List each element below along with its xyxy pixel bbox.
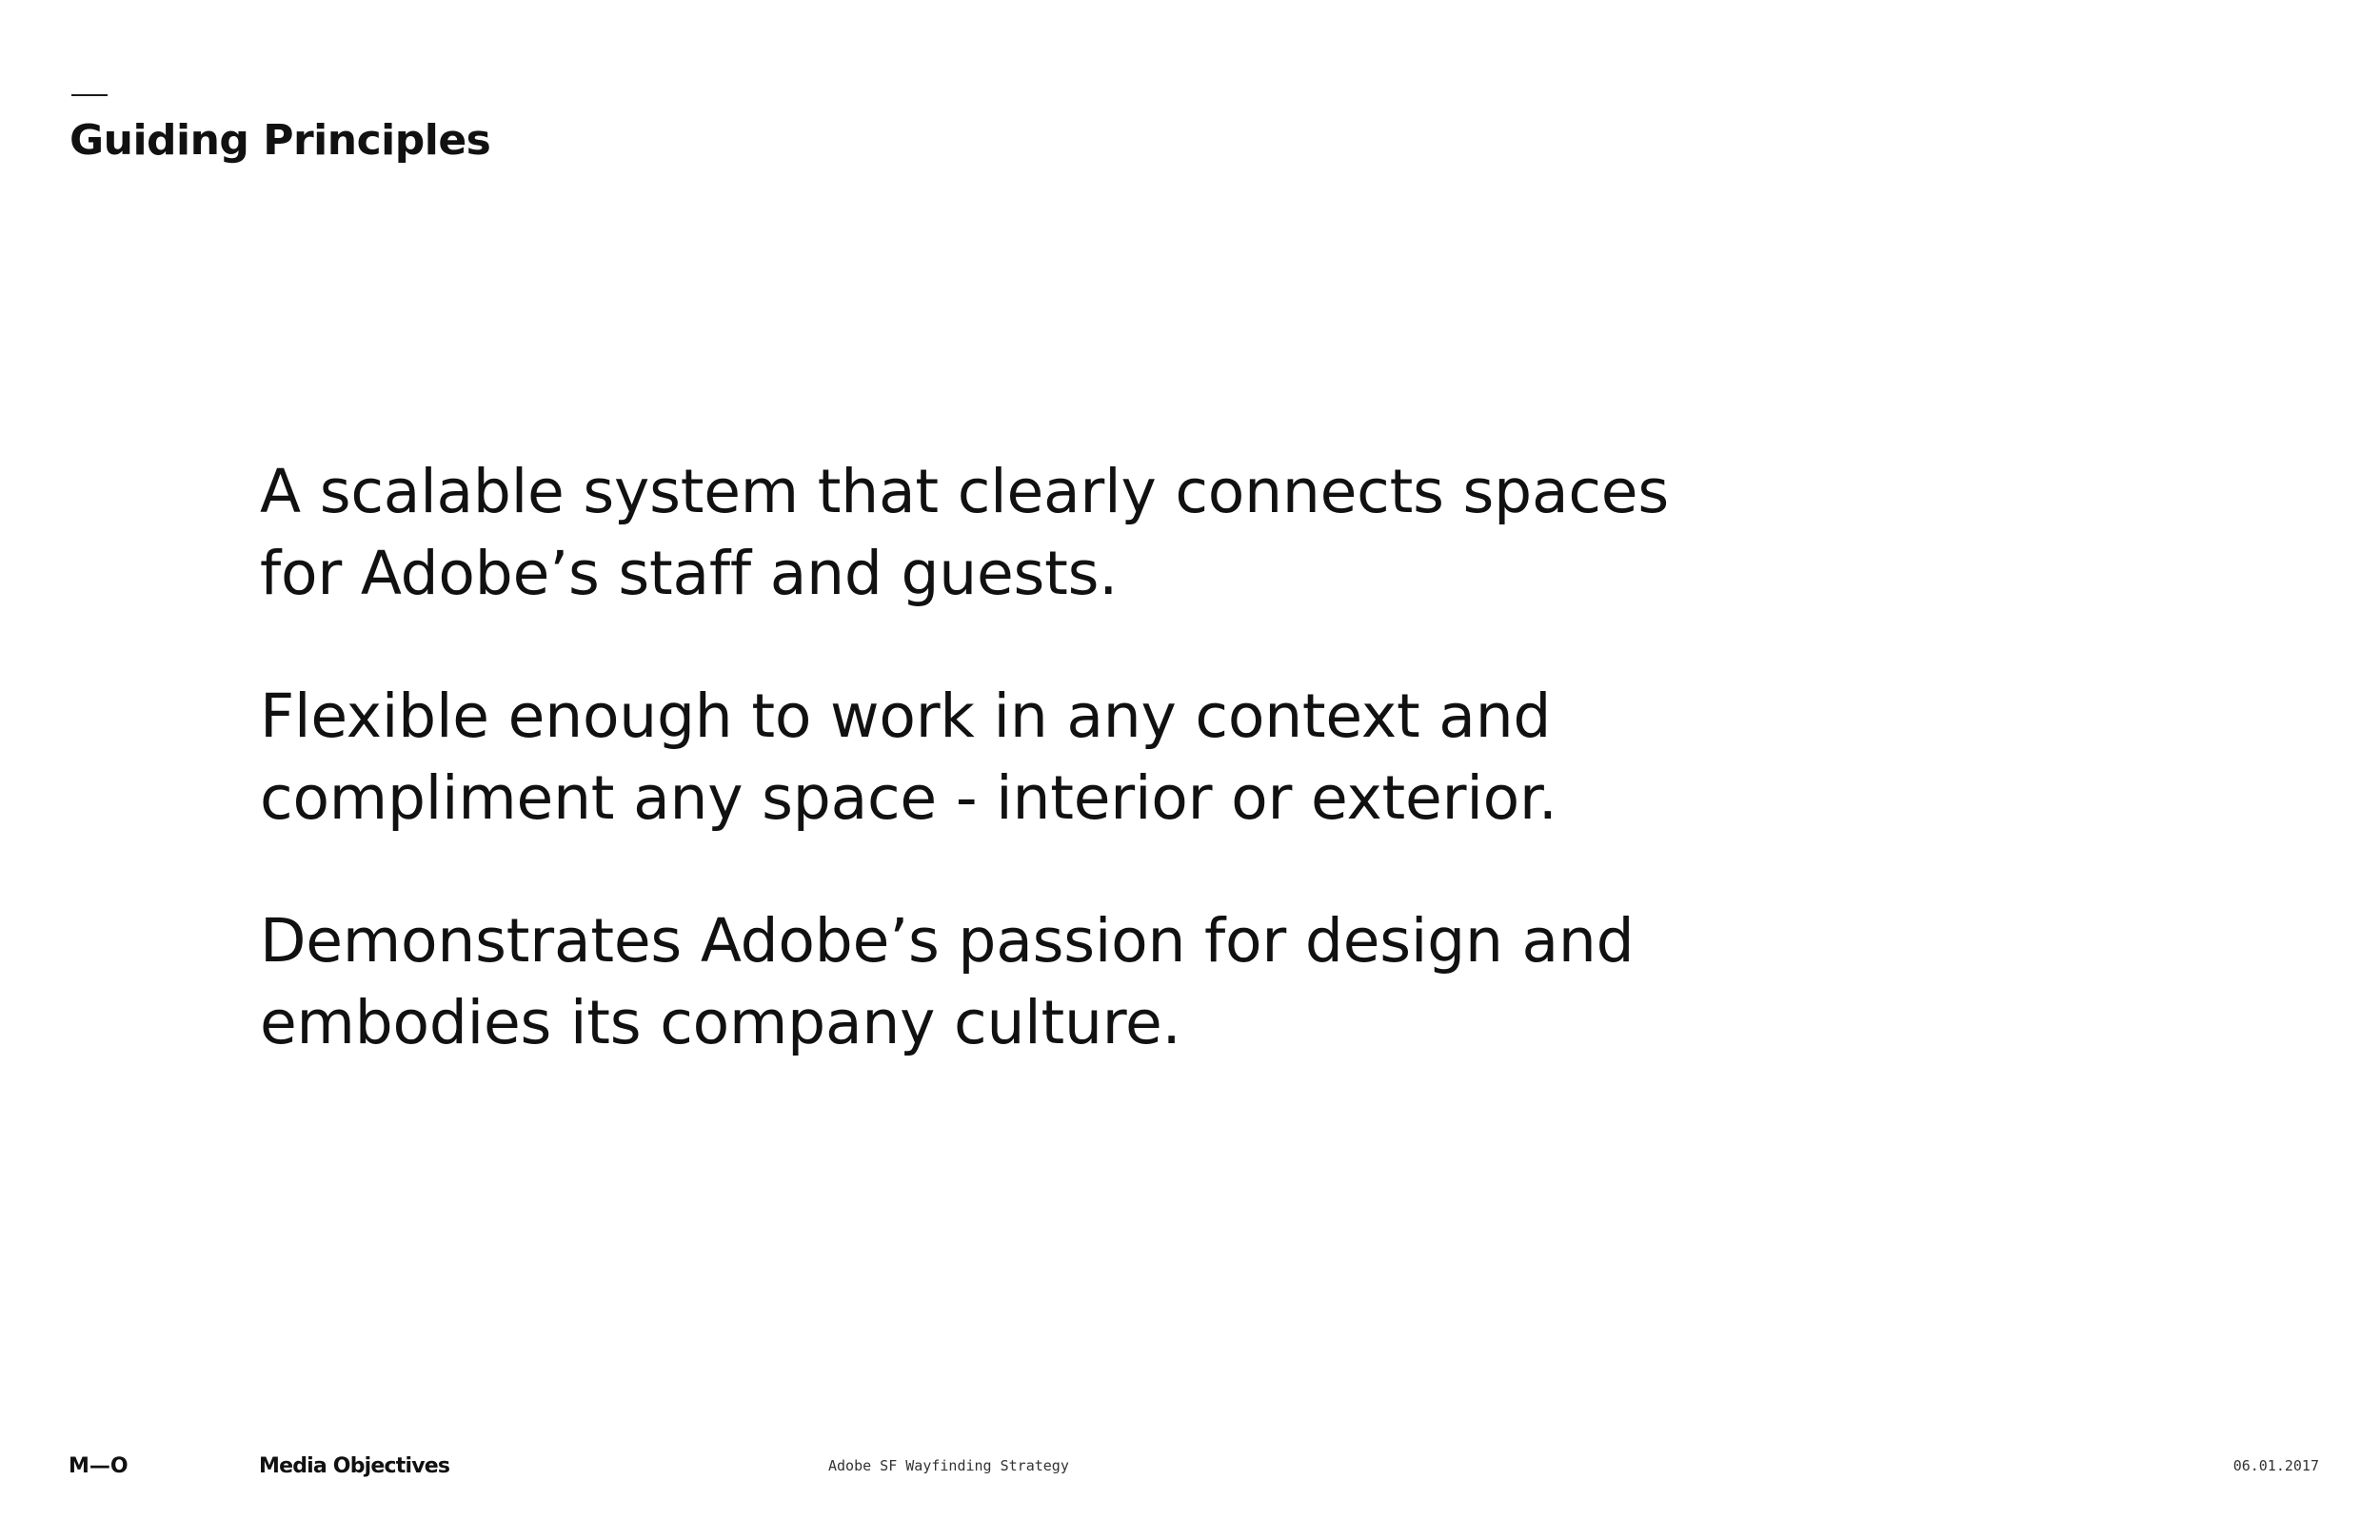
principle-2-line-1: Flexible enough to work in any context and (260, 681, 1552, 751)
footer-company-name: Media Objectives (259, 1454, 450, 1478)
header-rule (71, 94, 108, 96)
footer-project-name: Adobe SF Wayfinding Strategy (828, 1457, 1069, 1474)
principle-2-line-2: compliment any space - interior or exterior. (260, 763, 1557, 833)
principle-1-line-2: for Adobe’s staff and guests. (260, 539, 1119, 608)
principle-1 (260, 451, 1878, 615)
principle-3-line-2: embodies its company culture. (260, 988, 1181, 1057)
principle-3 (260, 900, 1878, 1064)
page-title: Guiding Principles (69, 116, 491, 165)
footer (0, 1454, 2380, 1483)
principle-2 (260, 676, 1878, 839)
principle-3-line-1: Demonstrates Adobe’s passion for design and (260, 906, 1635, 976)
principles-list (260, 451, 1878, 1125)
footer-date: 06.01.2017 (2232, 1457, 2319, 1474)
footer-logo: M—O (69, 1454, 129, 1478)
principle-1-line-1: A scalable system that clearly connects spaces (260, 457, 1669, 526)
